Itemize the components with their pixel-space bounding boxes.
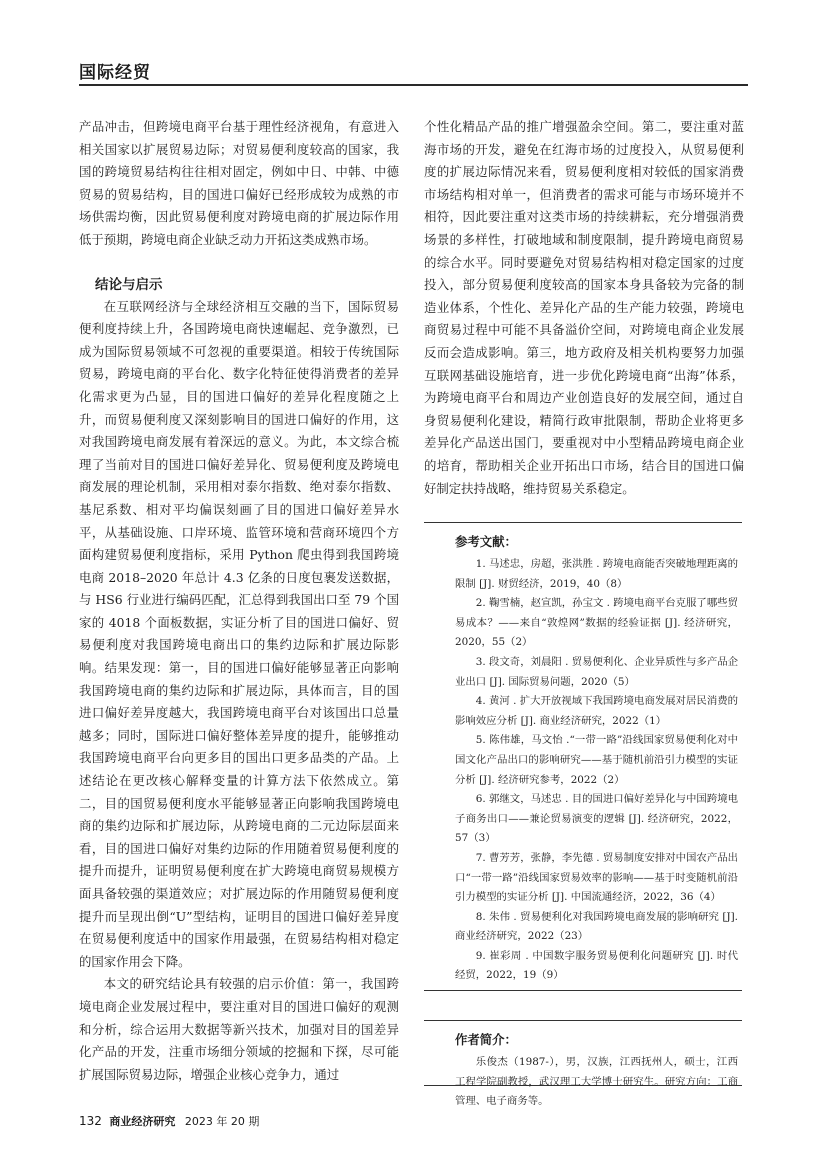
references-box — [424, 522, 742, 991]
reference-item: 2. 鞠雪楠，赵宣凯，孙宝文 . 跨境电商平台克服了哪些贸易成本？——来自“敦煌网”数据的经验证据 [J]. 经济研究，2020，55（2） — [455, 597, 738, 649]
reference-item: 3. 段文奇，刘晨阳 . 贸易便利化、企业异质性与多产品企业出口 [J]. 国际贸易问题，2020（5） — [455, 655, 738, 688]
reference-item: 8. 朱伟 . 贸易便利化对我国跨境电商发展的影响研究 [J]. 商业经济研究，2022（23） — [455, 910, 738, 943]
header-divider — [79, 84, 748, 86]
journal-name: 商业经济研究 — [109, 1115, 176, 1128]
author-bio: 乐俊杰（1987-），男，汉族，江西抚州人，硕士，江西工程学院副教授，武汉理工大学博士研究生。研究方向：工商管理、电子商务等。 — [455, 1056, 738, 1108]
implication-paragraph: 本文的研究结论具有较强的启示价值：第一，我国跨境电商企业发展过程中，要注重对目的国进口偏好的观测和分析，综合运用大数据等新兴技术，加强对目的国差异化产品的开发，注重市场细分领域的挖掘和下探，尽可能扩展国际贸易边际，增强企业核心竞争力，通过 — [79, 976, 399, 1082]
reference-item: 7. 曹芳芳，张静，李先德 . 贸易制度安排对中国农产品出口“一带一路”沿线国家贸易效率的影响——基于时变随机前沿引力模型的实证分析 [J]. 中国流通经济，2022，36（4） — [455, 851, 738, 904]
intro-paragraph: 产品冲击，但跨境电商平台基于理性经济视角，有意进入相关国家以扩展贸易边际；对贸易便利度较高的国家，我国的跨境贸易结构往往相对固定，例如中日、中韩、中德贸易的贸易结构，目的国进口偏好已经形成较为成熟的市场供需均衡，因此贸易便利度对跨境电商的扩展边际作用低于预期，跨境电商企业缺乏动力开拓这类成熟市场。 — [79, 119, 399, 247]
continued-paragraph: 个性化精品产品的推广增强盈余空间。第二，要注重对蓝海市场的开发，避免在红海市场的过度投入，从贸易便利度的扩展边际情况来看，贸易便利度相对较低的国家消费市场结构相对单一，但消费者的需求可能与市场环境并不相符，因此要注重对这类市场的持续耕耘，充分增强消费场景的多样性，打破地域和制度限制，提升跨境电商贸易的综合水平。同时要避免对贸易结构相对稳定国家的过度投入，部分贸易便利度较高的国家本身具备较为完备的制造业体系，个性化、差异化产品的生产能力较强，跨境电商贸易过程中可能不具备溢价空间，对跨境电商企业发展反而会造成影响。第三，地方政府及相关机构要努力加强互联网基础设施培育，进一步优化跨境电商“出海”体系，为跨境电商平台和周边产业创造良好的发展空间，通过自身贸易便利化建设，精简行政审批限制，帮助企业将更多差异化产品送出国门，要重视对中小型精品跨境电商企业的培育，帮助相关企业开拓出口市场，结合目的国进口偏好制定扶持战略，维持贸易关系稳定。 — [424, 119, 744, 496]
reference-item: 9. 崔彩周 . 中国数字服务贸易便利化问题研究 [J]. 时代经贸，2022，19（9） — [455, 949, 738, 982]
references-list — [424, 555, 742, 986]
page-number: 132 — [79, 1114, 102, 1128]
reference-item: 4. 黄河 . 扩大开放视域下我国跨境电商发展对居民消费的影响效应分析 [J]. 商业经济研究，2022（1） — [455, 695, 738, 727]
author-heading: 作者简介： — [455, 1032, 517, 1047]
reference-item: 1. 马述忠，房超，张洪胜 . 跨境电商能否突破地理距离的限制 [J]. 财贸经济，2019，40（8） — [455, 558, 738, 590]
references-heading: 参考文献： — [455, 534, 517, 549]
conclusion-paragraph: 在互联网经济与全球经济相互交融的当下，国际贸易便利度持续上升，各国跨境电商快速崛起、竞争激烈，已成为国际贸易领域不可忽视的重要渠道。相较于传统国际贸易，跨境电商的平台化、数字化特征使得消费者的差异化需求更为凸显，目的国进口偏好的差异化程度随之上升，而贸易便利度又深刻影响目的国进口偏好的作用，这对我国跨境电商发展有着深远的意义。为此，本文综合梳理了当前对目的国进口偏好差异化、贸易便利度及跨境电商发展的理论机制，采用相对泰尔指数、绝对泰尔指数、基尼系数、相对平均偏误刻画了目的国进口偏好差异水平，从基础设施、口岸环境、监管环境和营商环境四个方面构建贸易便利度指标，采用 Python 爬虫得到我国跨境电商 2018–2020 年总计 4.3 亿条的日度包裹发送数据，与 HS6 行业进行编码匹配，汇总得到我国出口至 79 个国家的 4018 个面板数据，实证分析了目的国进口偏好、贸易便利度对我国跨境电商出口的集约边际和扩展边际影响。结果发现：第一，目的国进口偏好能够显著正向影响我国跨境电商的集约边际和扩展边际，具体而言，目的国进口偏好差异度越大，我国跨境电商平台对该国出口总量越多；同时，国际进口偏好整体差异度的提升，能够推动我国跨境电商平台向更多目的国出口更多品类的产品。上述结论在更改核心解释变量的计算方法下依然成立。第二，目的国贸易便利度水平能够显著正向影响我国跨境电商的集约边际和扩展边际，从跨境电商的二元边际层面来看，目的国进口偏好对集约边际的作用随着贸易便利度的提升而提升，证明贸易便利度在扩大跨境电商贸易规模方面具备较强的渠道效应；对扩展边际的作用随贸易便利度提升而呈现出倒“U”型结构，证明目的国进口偏好差异度在贸易便利度适中的国家作用最强，在贸易结构相对稳定的国家作用会下降。 — [79, 298, 399, 969]
reference-item: 5. 陈伟雄，马文怡 .“一带一路”沿线国家贸易便利化对中国文化产品出口的影响研究——基于随机前沿引力模型的实证分析 [J]. 经济研究参考，2022（2） — [455, 734, 738, 786]
issue-label: 2023 年 20 期 — [184, 1115, 260, 1128]
left-column — [79, 116, 399, 1086]
conclusion-heading: 结论与启示 — [95, 276, 163, 293]
section-title: 国际经贸 — [79, 63, 151, 83]
author-box — [424, 1020, 742, 1108]
page-footer — [79, 1113, 259, 1129]
reference-item: 6. 郭继文，马述忠 . 目的国进口偏好差异化与中国跨境电子商务出口——兼论贸易演变的逻辑 [J]. 经济研究，2022，57（3） — [455, 793, 738, 845]
right-column — [424, 116, 744, 500]
